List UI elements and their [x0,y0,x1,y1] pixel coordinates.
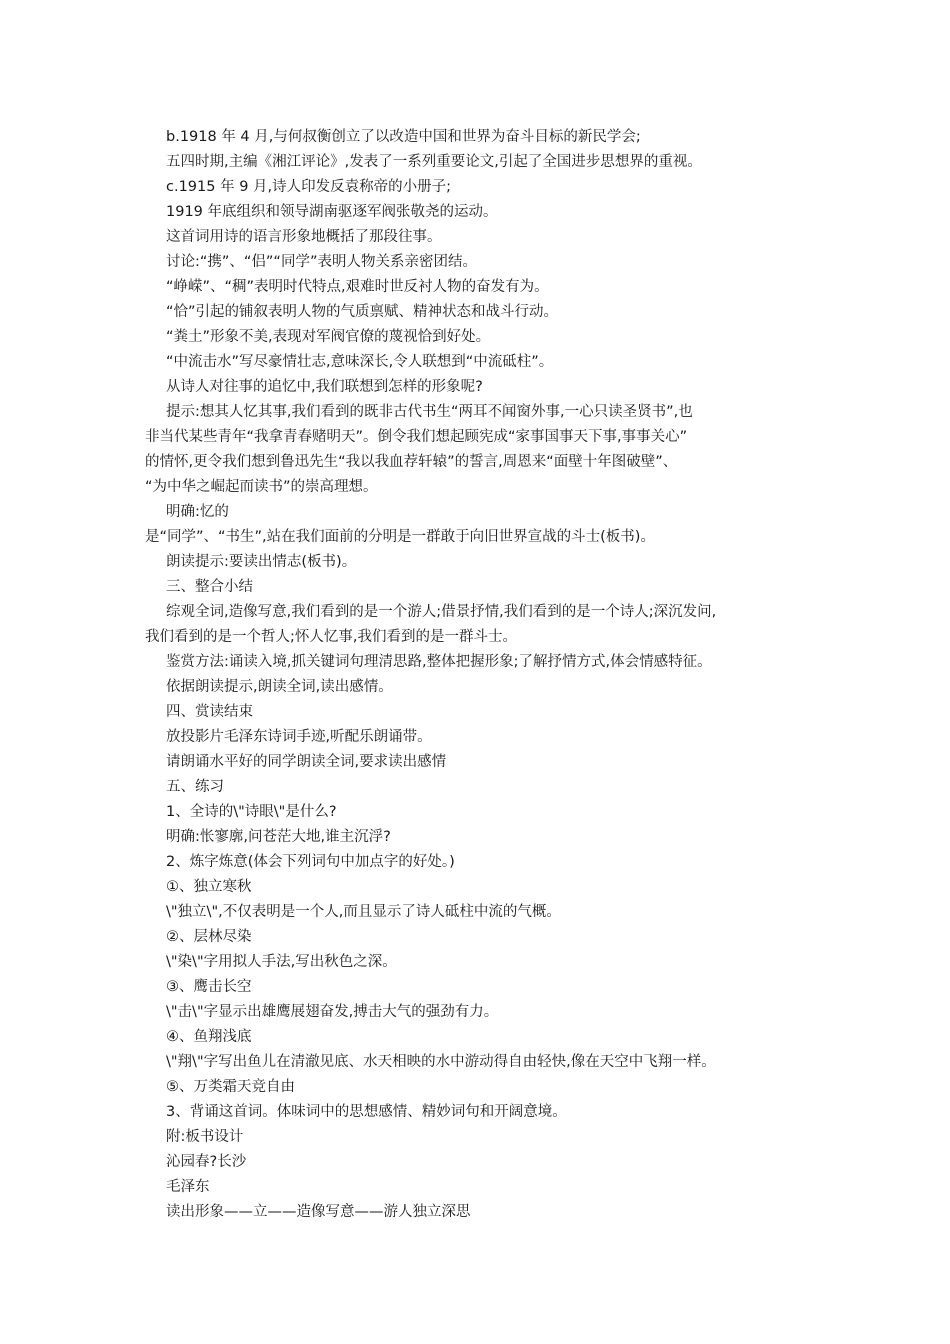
text-line: c.1915 年 9 月,诗人印发反袁称帝的小册子; [166,179,452,195]
text-line: “峥嵘”、“稠”表明时代特点,艰难时世反衬人物的奋发有为。 [166,279,549,295]
text-line: 讨论:“携”、“侣”“同学”表明人物关系亲密团结。 [166,254,477,270]
text-line: 的情怀,更令我们想到鲁迅先生“我以我血荐轩辕”的誓言,周恩来“面壁十年图破壁”、 [145,454,678,470]
text-line: 是“同学”、“书生”,站在我们面前的分明是一群敢于向旧世界宣战的斗士(板书)。 [145,529,655,545]
text-line: 这首词用诗的语言形象地概括了那段往事。 [166,229,442,245]
text-line: 明确:忆的 [166,504,229,520]
text-line: “为中华之崛起而读书”的崇高理想。 [145,479,378,495]
text-line: 附:板书设计 [166,1129,244,1145]
text-line: 读出形象——立——造像写意——游人独立深思 [166,1204,471,1220]
text-line: 五、练习 [166,779,224,795]
text-line: 3、背诵这首词。体味词中的思想感情、精妙词句和开阔意境。 [166,1104,567,1120]
text-line: 1、全诗的\"诗眼\"是什么? [166,804,337,820]
text-line: 请朗诵水平好的同学朗读全词,要求读出感情 [166,754,447,770]
text-line: 毛泽东 [166,1179,210,1195]
document-body [145,125,817,1225]
text-line: “恰”引起的铺叙表明人物的气质禀赋、精神状态和战斗行动。 [166,304,559,320]
text-line: 1919 年底组织和领导湖南驱逐军阀张敬尧的运动。 [166,204,498,220]
text-line: “中流击水”写尽豪情壮志,意味深长,令人联想到“中流砥柱”。 [166,354,554,370]
text-line: ③、鹰击长空 [166,979,252,995]
text-line: 三、整合小结 [166,579,253,595]
text-line: ②、层林尽染 [166,929,252,945]
text-line: 提示:想其人忆其事,我们看到的既非古代书生“两耳不闻窗外事,一心只读圣贤书”,也 [166,404,693,420]
text-line: 从诗人对往事的追忆中,我们联想到怎样的形象呢? [166,379,483,395]
text-line: 综观全词,造像写意,我们看到的是一个游人;借景抒情,我们看到的是一个诗人;深沉发问, [166,604,717,620]
text-line: 放投影片毛泽东诗词手迹,听配乐朗诵带。 [166,729,432,745]
text-line: 非当代某些青年“我拿青春赌明天”。倒令我们想起顾宪成“家事国事天下事,事事关心” [145,429,688,445]
text-line: 沁园春?长沙 [166,1154,247,1170]
text-line: 朗读提示:要读出情志(板书)。 [166,554,357,570]
text-line: ①、独立寒秋 [166,879,252,895]
text-line: ⑤、万类霜天竞自由 [166,1079,295,1095]
text-line: \"翔\"字写出鱼儿在清澈见底、水天相映的水中游动得自由轻快,像在天空中飞翔一样。 [166,1054,716,1070]
text-line: 五四时期,主编《湘江评论》,发表了一系列重要论文,引起了全国进步思想界的重视。 [166,154,702,170]
text-line: b.1918 年 4 月,与何叔衡创立了以改造中国和世界为奋斗目标的新民学会; [166,129,641,145]
text-line: ④、鱼翔浅底 [166,1029,252,1045]
text-line: 依据朗读提示,朗读全词,读出感情。 [166,679,393,695]
text-line: 鉴赏方法:诵读入境,抓关键词句理清思路,整体把握形象;了解抒情方式,体会情感特征。 [166,654,712,670]
text-line: “粪土”形象不美,表现对军阀官僚的蔑视恰到好处。 [166,329,491,345]
text-line: 四、赏读结束 [166,704,253,720]
text-line: 2、炼字炼意(体会下列词句中加点字的好处。) [166,854,455,870]
text-line: \"独立\",不仅表明是一个人,而且显示了诗人砥柱中流的气概。 [166,904,561,920]
text-line: 明确:怅寥廓,问苍茫大地,谁主沉浮? [166,829,391,845]
text-line: 我们看到的是一个哲人;怀人忆事,我们看到的是一群斗士。 [145,629,517,645]
text-line: \"染\"字用拟人手法,写出秋色之深。 [166,954,397,970]
text-line: \"击\"字显示出雄鹰展翅奋发,搏击大气的强劲有力。 [166,1004,499,1020]
